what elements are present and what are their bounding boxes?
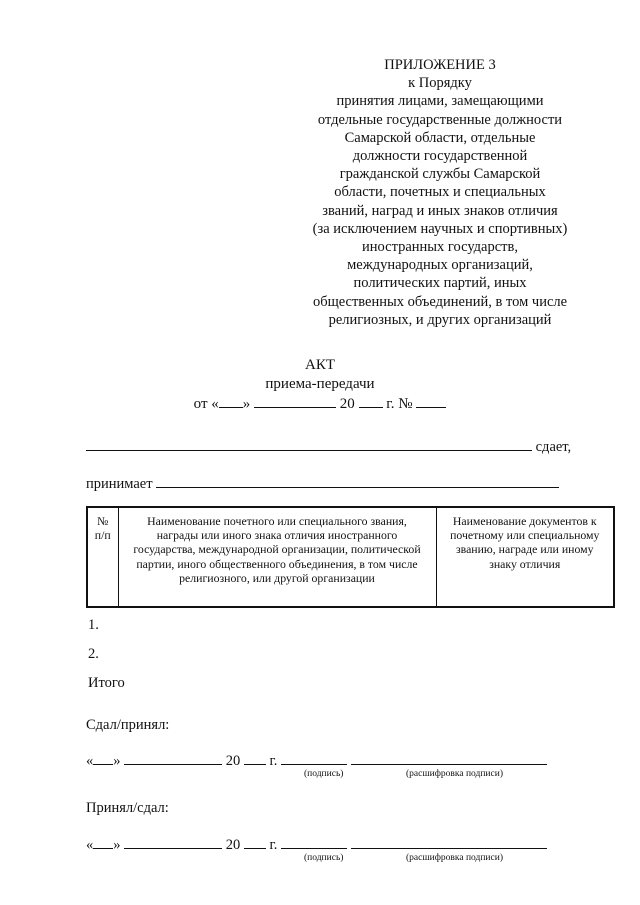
table-header-row — [87, 507, 614, 607]
appendix-line: принятия лицами, замещающими — [336, 93, 544, 110]
signature-row-2 — [86, 835, 547, 854]
signature-year-field[interactable] — [244, 835, 266, 849]
caption-decoding: (расшифровка подписи) — [406, 853, 503, 863]
appendix-line: к Порядку — [408, 75, 472, 92]
appendix-line: гражданской службы Самарской — [339, 166, 541, 183]
date-open: « — [86, 753, 94, 769]
list-item: 1. — [88, 617, 99, 633]
caption-decoding: (расшифровка подписи) — [406, 769, 503, 779]
act-number-field[interactable] — [416, 394, 446, 408]
gives-row — [86, 437, 571, 456]
date-close: » — [113, 837, 121, 853]
signature-month-field[interactable] — [124, 751, 222, 765]
appendix-header — [290, 56, 590, 329]
date-close: » — [113, 753, 121, 769]
appendix-line: Самарской области, отдельные — [344, 129, 536, 146]
act-date-line — [0, 394, 640, 414]
appendix-line: отдельные государственные должности — [317, 111, 563, 128]
appendix-line: общественных объединений, в том числе — [312, 293, 568, 310]
act-date-mid: » — [242, 396, 251, 412]
total-label: Итого — [88, 675, 125, 691]
header-documents: Наименование документов к почетному или специальному званию, награде или иному знаку отличия — [436, 507, 614, 607]
signature-label-1: Сдал/принял: — [86, 717, 170, 733]
items-table — [86, 506, 615, 608]
appendix-line: политических партий, иных — [353, 275, 527, 292]
appendix-line: иностранных государств, — [362, 239, 518, 256]
gives-field[interactable] — [86, 437, 532, 451]
act-year-field[interactable] — [359, 394, 383, 408]
caption-signature: (подпись) — [304, 853, 344, 863]
year-suffix: г. — [269, 753, 278, 769]
list-item: 2. — [88, 646, 99, 662]
appendix-line: званий, наград и иных знаков отличия — [322, 202, 558, 219]
year-prefix: 20 — [225, 837, 241, 853]
act-subtitle: приема-передачи — [265, 376, 375, 392]
act-day-field[interactable] — [219, 394, 243, 408]
date-open: « — [86, 837, 94, 853]
appendix-line: области, почетных и специальных — [334, 184, 546, 201]
appendix-title: ПРИЛОЖЕНИЕ 3 — [384, 57, 496, 73]
signature-month-field[interactable] — [124, 835, 222, 849]
signature-day-field[interactable] — [93, 751, 113, 765]
signature-label-2: Принял/сдал: — [86, 800, 169, 816]
signature-field[interactable] — [281, 835, 347, 849]
signature-day-field[interactable] — [93, 835, 113, 849]
header-number: № п/п — [87, 507, 118, 607]
signature-year-field[interactable] — [244, 751, 266, 765]
signature-field[interactable] — [281, 751, 347, 765]
receives-row — [86, 474, 559, 493]
signature-row-1 — [86, 751, 547, 770]
act-year-suffix: г. № — [386, 396, 413, 412]
receives-field[interactable] — [156, 474, 559, 488]
caption-signature: (подпись) — [304, 769, 344, 779]
gives-label: сдает, — [535, 439, 572, 455]
appendix-line: (за исключением научных и спортивных) — [312, 220, 568, 237]
year-prefix: 20 — [225, 753, 241, 769]
act-heading — [0, 356, 640, 414]
header-award-name: Наименование почетного или специального звания, награды или иного знака отличия иностранного государства, международной организации, политической партии, иного общественного объединения, в том числе религиозного, или другой организации — [118, 507, 436, 607]
year-suffix: г. — [269, 837, 278, 853]
act-year-prefix: 20 — [339, 396, 355, 412]
appendix-line: должности государственной — [352, 148, 528, 165]
signature-decoding-field[interactable] — [351, 751, 547, 765]
appendix-line: религиозных, и других организаций — [328, 311, 552, 328]
act-date-prefix: от « — [193, 396, 219, 412]
signature-decoding-field[interactable] — [351, 835, 547, 849]
appendix-line: международных организаций, — [347, 257, 533, 274]
receives-label: принимает — [86, 476, 153, 492]
act-title: АКТ — [305, 357, 335, 373]
act-month-field[interactable] — [254, 394, 336, 408]
